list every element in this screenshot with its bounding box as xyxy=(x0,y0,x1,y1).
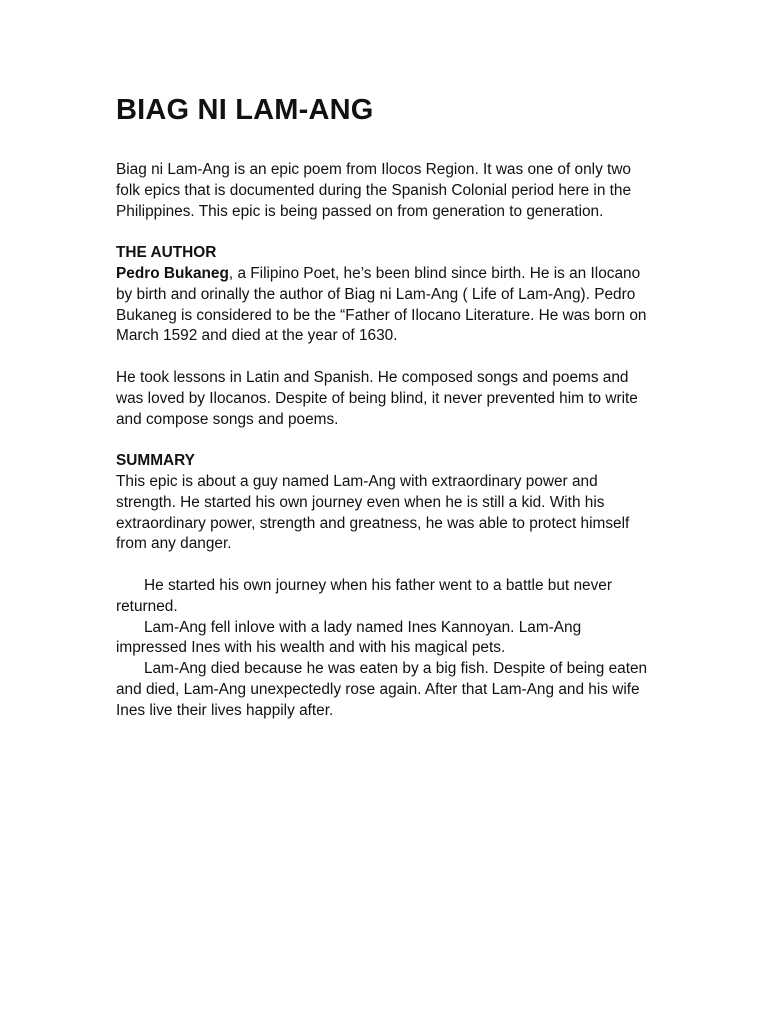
summary-paragraph-2: He started his own journey when his father went to a battle but never returned. xyxy=(116,576,612,615)
spacer xyxy=(116,347,656,368)
author-paragraph-2: He took lessons in Latin and Spanish. He composed songs and poems and was loved by Ilocanos. Despite of being blind, it never prevented him to write and compose songs and poems. xyxy=(116,368,638,428)
page-title: BIAG NI LAM-ANG xyxy=(116,94,374,126)
summary-paragraph-3: Lam-Ang fell inlove with a lady named Ines Kannoyan. Lam-Ang impressed Ines with his wealth and with his magical pets. xyxy=(116,618,582,657)
author-paragraph-1-text: , a Filipino Poet, he’s been blind since birth. He is an Ilocano by birth and orinally the author of Biag ni Lam-Ang ( Life of Lam-Ang). Pedro Bukaneg is considered to be the “Father of Ilocano Literature. He was born on March 1592 and died at the year of 1630. xyxy=(116,264,647,345)
author-name: Pedro Bukaneg xyxy=(116,264,229,282)
author-heading: THE AUTHOR xyxy=(116,244,217,262)
spacer xyxy=(116,430,656,451)
author-paragraph-1 xyxy=(116,264,656,347)
spacer xyxy=(116,555,656,576)
spacer xyxy=(116,128,656,160)
summary-paragraph-1: This epic is about a guy named Lam-Ang with extraordinary power and strength. He started his own journey even when he is still a kid. With his extraordinary power, strength and greatness, he was able to protect himself from any danger. xyxy=(116,472,630,553)
document-body xyxy=(116,92,656,722)
summary-heading: SUMMARY xyxy=(116,452,195,470)
summary-paragraph-4: Lam-Ang died because he was eaten by a big fish. Despite of being eaten and died, Lam-Ang unexpectedly rose again. After that Lam-Ang and his wife Ines live their lives happily after. xyxy=(116,660,648,719)
spacer xyxy=(116,222,656,243)
intro-paragraph: Biag ni Lam-Ang is an epic poem from Ilocos Region. It was one of only two folk epics that is documented during the Spanish Colonial period here in the Philippines. This epic is being passed on from generation to generation. xyxy=(116,161,632,220)
